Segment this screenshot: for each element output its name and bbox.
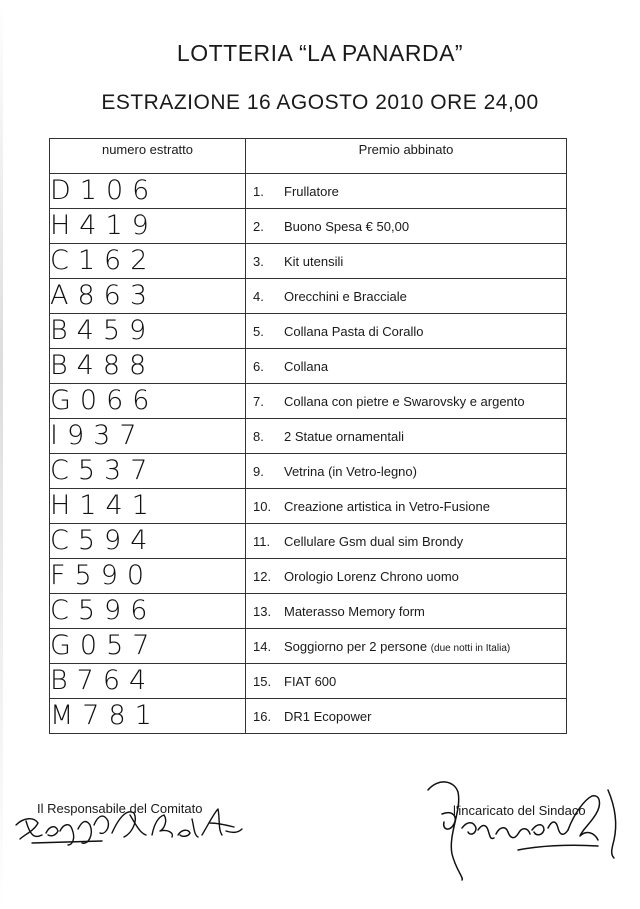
responsabile-label: Il Responsabile del Comitato — [37, 801, 203, 816]
table-row — [50, 314, 567, 349]
prize-label: DR1 Ecopower — [284, 708, 372, 724]
table-row — [50, 699, 567, 734]
table-header-row — [50, 139, 567, 174]
results-table — [49, 138, 567, 734]
prize-label: Orologio Lorenz Chrono uomo — [284, 568, 459, 584]
prize-label: Vetrina (in Vetro-legno) — [284, 463, 417, 479]
prize-label: Materasso Memory form — [284, 603, 425, 619]
prize-label: Collana con pietre e Swarovsky e argento — [284, 393, 525, 409]
extracted-number: B764 — [50, 664, 246, 699]
extracted-number: G066 — [50, 384, 246, 419]
document-subtitle: ESTRAZIONE 16 AGOSTO 2010 ORE 24,00 — [101, 91, 539, 114]
prize-cell — [246, 489, 567, 524]
scan-edge — [0, 0, 3, 909]
extracted-number: M781 — [50, 699, 246, 734]
table-row — [50, 629, 567, 664]
prize-cell — [246, 314, 567, 349]
signature-incaricato — [418, 770, 632, 882]
prize-cell — [246, 629, 567, 664]
table-row — [50, 559, 567, 594]
prize-cell — [246, 384, 567, 419]
prize-cell — [246, 209, 567, 244]
prize-label: Cellulare Gsm dual sim Brondy — [284, 533, 464, 549]
prize-cell — [246, 244, 567, 279]
prize-number: 5. — [253, 323, 264, 339]
prize-number: 16. — [253, 708, 272, 724]
prize-number: 13. — [253, 603, 272, 619]
prize-cell — [246, 594, 567, 629]
extracted-number: I937 — [50, 419, 246, 454]
table-row — [50, 244, 567, 279]
prize-cell — [246, 349, 567, 384]
prize-number: 12. — [253, 568, 272, 584]
extracted-number: H141 — [50, 489, 246, 524]
prize-cell — [246, 279, 567, 314]
prize-number: 11. — [253, 533, 271, 549]
prize-cell — [246, 559, 567, 594]
table-row — [50, 594, 567, 629]
table-row — [50, 419, 567, 454]
header-premio-abbinato: Premio abbinato — [246, 139, 567, 174]
prize-number: 7. — [253, 393, 264, 409]
prize-number: 6. — [253, 358, 264, 374]
prize-label: Collana — [284, 358, 329, 374]
extracted-number: C596 — [50, 594, 246, 629]
extracted-number: B488 — [50, 349, 246, 384]
prize-label: Collana Pasta di Corallo — [284, 323, 424, 339]
prize-cell — [246, 174, 567, 209]
prize-label: Buono Spesa € 50,00 — [284, 218, 410, 234]
extracted-number: G057 — [50, 629, 246, 664]
table-row — [50, 524, 567, 559]
prize-number: 10. — [253, 498, 272, 514]
prize-number: 8. — [253, 428, 264, 444]
prize-label: Orecchini e Bracciale — [284, 288, 407, 304]
extracted-number: C594 — [50, 524, 246, 559]
prize-number: 1. — [253, 183, 264, 199]
extracted-number: H419 — [50, 209, 246, 244]
prize-number: 15. — [253, 673, 272, 689]
table-row — [50, 174, 567, 209]
prize-label: 2 Statue ornamentali — [284, 428, 404, 444]
header-numero-estratto: numero estratto — [50, 139, 246, 174]
table-row — [50, 349, 567, 384]
table-row — [50, 664, 567, 699]
signature-responsabile — [12, 795, 244, 847]
extracted-number: F590 — [50, 559, 246, 594]
prize-cell — [246, 419, 567, 454]
prize-cell — [246, 524, 567, 559]
prize-label: FIAT 600 — [284, 673, 337, 689]
table-row — [50, 489, 567, 524]
prize-label: Frullatore — [284, 183, 339, 199]
prize-note: (due notti in Italia) — [430, 642, 511, 654]
prize-number: 2. — [253, 218, 264, 234]
table-row — [50, 384, 567, 419]
prize-cell — [246, 454, 567, 489]
prize-label: Soggiorno per 2 persone — [284, 638, 431, 654]
extracted-number: C162 — [50, 244, 246, 279]
prize-label: Kit utensili — [284, 253, 344, 269]
document-title: LOTTERIA “LA PANARDA” — [176, 40, 464, 66]
prize-number: 9. — [253, 463, 264, 479]
prize-number: 4. — [253, 288, 264, 304]
prize-number: 3. — [253, 253, 264, 269]
extracted-number: A863 — [50, 279, 246, 314]
table-row — [50, 209, 567, 244]
table-row — [50, 279, 567, 314]
prize-number: 14. — [253, 638, 272, 654]
extracted-number: D106 — [50, 174, 246, 209]
extracted-number: B459 — [50, 314, 246, 349]
prize-cell — [246, 699, 567, 734]
incaricato-label: l'incaricato del Sindaco — [453, 803, 586, 818]
table-row — [50, 454, 567, 489]
prize-cell — [246, 664, 567, 699]
extracted-number: C537 — [50, 454, 246, 489]
prize-label: Creazione artistica in Vetro-Fusione — [284, 498, 490, 514]
